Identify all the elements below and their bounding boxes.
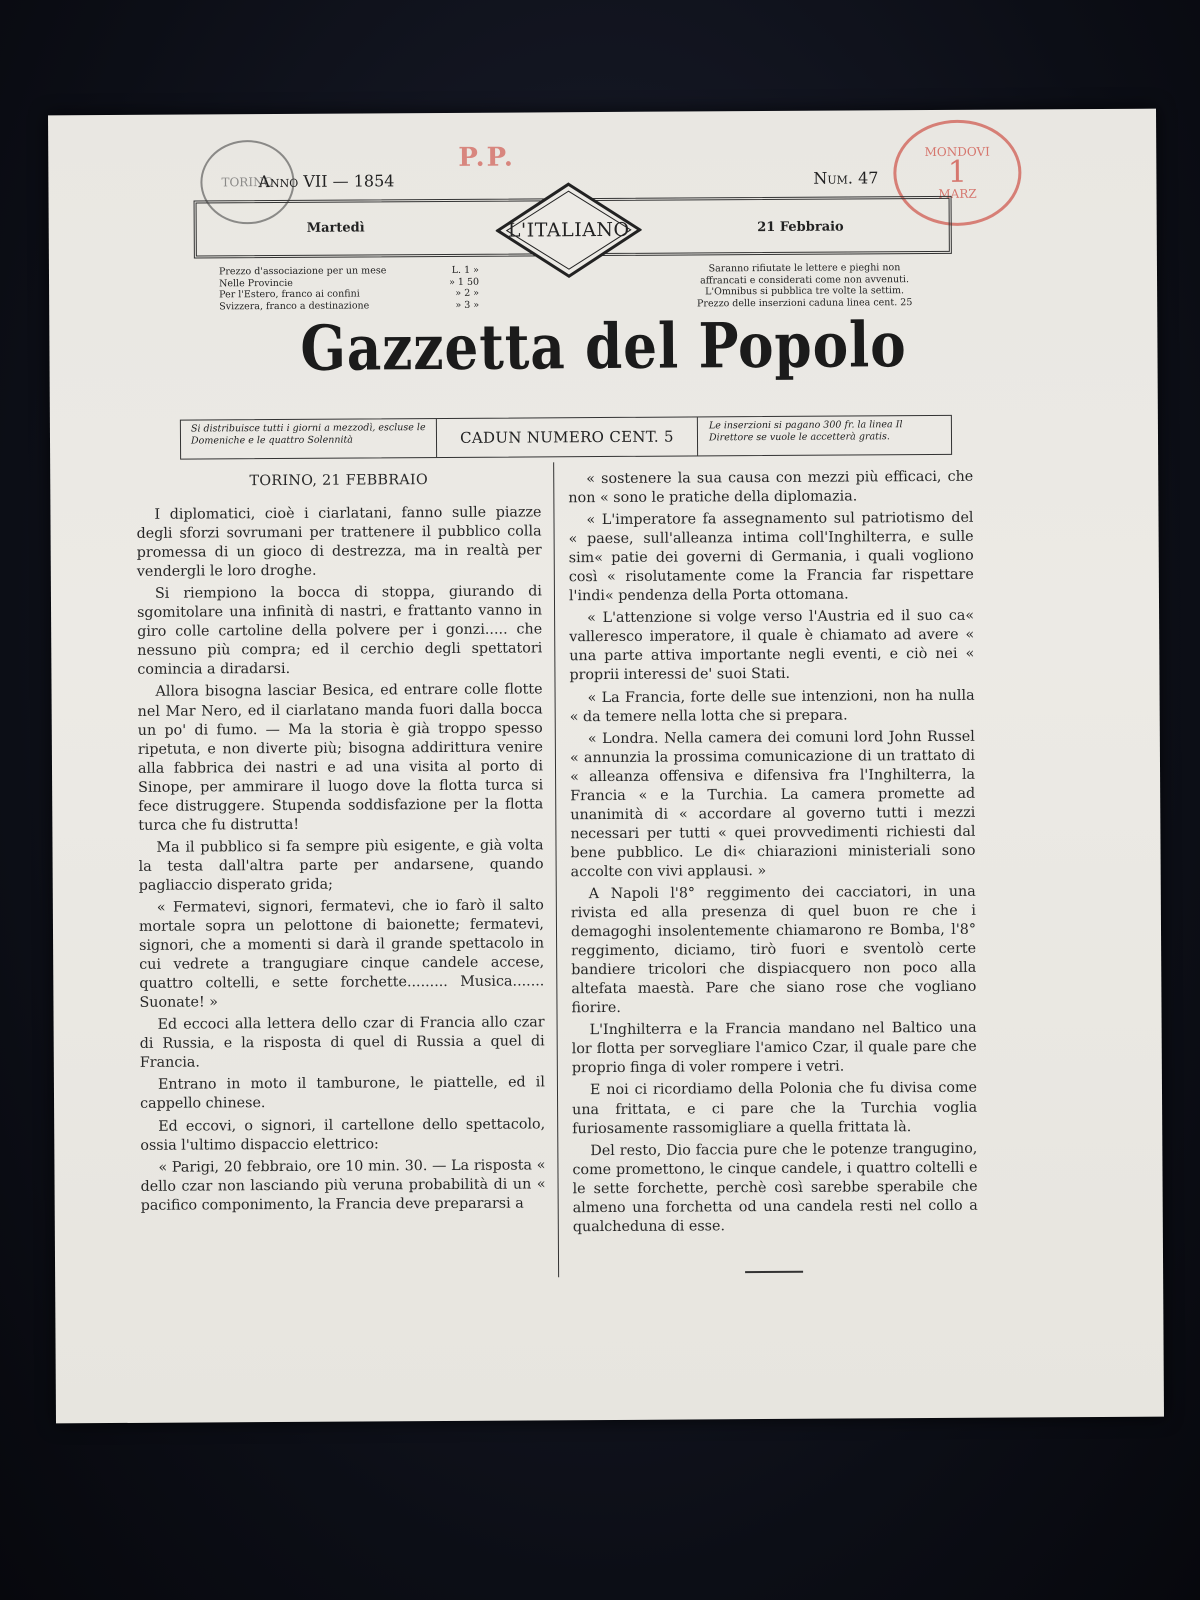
price-label: Svizzera, franco a destinazione — [219, 299, 370, 312]
paragraph: « Fermatevi, signori, fermatevi, che io farò il salto mortale sopra un pelottone di baionette; fermatevi, signori, che a momenti si darà il grande spettacolo in cui vedrete a trangugiare cinque candele accese, quattro coltelli, e sette forchette......... Musica....... Suonate! » — [138, 897, 545, 1012]
price-label: Nelle Provincie — [219, 277, 293, 289]
insertion-note: Le inserzioni si pagano 300 fr. la linea Il Direttore se vuole le accetterà gratis. — [708, 419, 903, 444]
notice-box — [687, 262, 922, 309]
price-label: Prezzo d'associazione per un mese — [218, 265, 387, 278]
article-column-right — [568, 468, 978, 1240]
paragraph: Ed eccovi, o signori, il cartellone dello spettacolo, ossia l'ultimo dispaccio elettrico: — [140, 1115, 546, 1154]
paragraph: Del resto, Dio faccia pure che le potenze trangugino, come promettono, le cinque candele, i quattro coltelli e le sette forchette, perchè così sarebbe sperabile che almeno una forchetta od una candela resti nel collo a qualcheduna di esse. — [572, 1140, 978, 1235]
newspaper-page — [48, 109, 1164, 1424]
price-value: » 3 » — [455, 299, 480, 311]
price-value: » 1 50 — [449, 276, 480, 288]
price-per-issue: CADUN NUMERO CENT. 5 — [436, 417, 698, 457]
pp-stamp: P.P. — [458, 142, 515, 173]
subscription-prices — [219, 265, 479, 313]
notice-line: Saranno rifiutate le lettere e pieghi non — [708, 262, 901, 275]
emblem-text: L'ITALIANO — [507, 218, 630, 242]
paragraph: « La Francia, forte delle sue intenzioni, non ha nulla « da temere nella lotta che si prepara. — [569, 687, 975, 725]
anno-label: Anno VII — 1854 — [258, 171, 395, 192]
paragraph: « Londra. Nella camera dei comuni lord John Russel « annunzia la prossima comunicazione di un trattato di « alleanza offensiva e difensiva fra l'Inghilterra, la Francia « e la Turchia. La camera promette ad unanimità di « accordare al governo tutti i mezzi necessari per tutti « quei provvedimenti richiesti dal bene pubblico. Le di« chiarazioni ministeriali sono accolte con vivi applausi. » — [569, 728, 976, 881]
paragraph: « L'attenzione si volge verso l'Austria ed il suo ca« valleresco imperatore, il quale è chiamato ad avere « una parte attiva importante negli eventi, e ciò nei « proprii interessi de' suoi Stati. — [569, 608, 975, 684]
paragraph: « Parigi, 20 febbraio, ore 10 min. 30. — La risposta « dello czar non lasciando più veruna probabilità di un « pacifico componimento, la Francia deve prepararsi a — [140, 1156, 546, 1214]
price-value: » 2 » — [455, 287, 480, 299]
paragraph: Ma il pubblico si fa sempre più esigente, e già volta la testa dall'altra parte per andarsene, quando pagliaccio disperato grida; — [138, 837, 544, 894]
postmark-right-number: 1 — [947, 154, 968, 190]
paragraph: L'Inghilterra e la Francia mandano nel Baltico una lor flotta per sorvegliare l'amico Czar, il quale pare che proprio finga di voler rompere i vetri. — [571, 1020, 977, 1077]
price-label: Per l'Estero, franco ai confini — [219, 288, 360, 301]
dateline: TORINO, 21 FEBBRAIO — [249, 472, 429, 490]
notice-line: Prezzo delle inserzioni caduna linea cent. 25 — [696, 296, 913, 309]
paragraph: Si riempiono la bocca di stoppa, giurando di sgomitolare una infinità di nastri, e frattanto vanno in giro colle cartoline della polvere per i gonzi..... che nessuno più compra; ed il cerchio degli spettatori comincia a diradarsi. — [137, 583, 543, 679]
newspaper-title: Gazzetta del Popolo — [300, 308, 907, 385]
distribution-note: Si distribuisce tutti i giorni a mezzodì, escluse le Domeniche e le quattro Solennità — [190, 422, 426, 447]
postmark-right-top: MONDOVI — [924, 144, 990, 160]
notice-line: affrancati e considerati come non avvenuti. — [700, 273, 910, 286]
masthead-day: Martedì — [306, 220, 365, 236]
notice-line: L'Omnibus si pubblica tre volte la settim. — [705, 285, 905, 298]
column-divider — [553, 462, 559, 1277]
postmark-left-text: TORINO — [221, 175, 274, 190]
masthead-date: 21 Febbraio — [757, 219, 844, 236]
paragraph: A Napoli l'8° reggimento dei cacciatori, in una rivista ed alla presenza di quel buon re che i demagoghi insolentemente chiamarono re Bomba, l'8° reggimento, diciamo, tirò fuori e sventolò certe bandiere tricolori che dispiacquero non poco alla altefata maestà. Pare che siano rose che vogliano fiorire. — [570, 883, 977, 1017]
paragraph: I diplomatici, cioè i ciarlatani, fanno sulle piazze degli sforzi sovrumani per trattenere il pubblico colla promessa di un gioco di destrezza, ma in realtà per vendergli le loro droghe. — [136, 504, 542, 581]
postmark-right-bottom: MARZ — [938, 186, 977, 201]
paragraph: Allora bisogna lasciar Besica, ed entrare colle flotte nel Mar Nero, ed il ciarlatano manda fuori dalla bocca un po' di fumo. — Ma la storia è già troppo spesso ripetuta, e non diverte più; bisogna addirittura venire alla fabbrica dei nastri e ad una visita al porto di Sinope, per ammirare il luogo dove la flotta turca si fece distruggere. Stupenda soddisfazione per la flotta turca che fu distrutta! — [137, 681, 544, 834]
article-column-left — [136, 470, 546, 1218]
end-rule — [745, 1271, 803, 1273]
issue-number: Num. 47 — [813, 168, 879, 188]
paragraph: Ed eccoci alla lettera dello czar di Francia allo czar di Russia, e la risposta di quel di Russia a quel di Francia. — [139, 1014, 545, 1072]
paragraph: Entrano in moto il tamburone, le piattelle, ed il cappello chinese. — [140, 1074, 545, 1113]
price-value: L. 1 » — [451, 264, 480, 276]
paragraph: « sostenere la sua causa con mezzi più efficaci, che non « sono le pratiche della diplomazia. — [568, 468, 974, 507]
paragraph: E noi ci ricordiamo della Polonia che fu divisa come una frittata, e ci pare che la Turchia voglia furiosamente rassomigliare a quella frittata là. — [572, 1080, 978, 1137]
paragraph: « L'imperatore fa assegnamento sul patriotismo del « paese, sull'alleanza intima coll'Inghilterra, e sulle sim« patie dei governi di Germania, i quali vogliono così « risolutamente come la Francia far rispettare l'indi« pendenza della Porta ottomana. — [568, 509, 974, 605]
info-bar — [180, 415, 952, 460]
